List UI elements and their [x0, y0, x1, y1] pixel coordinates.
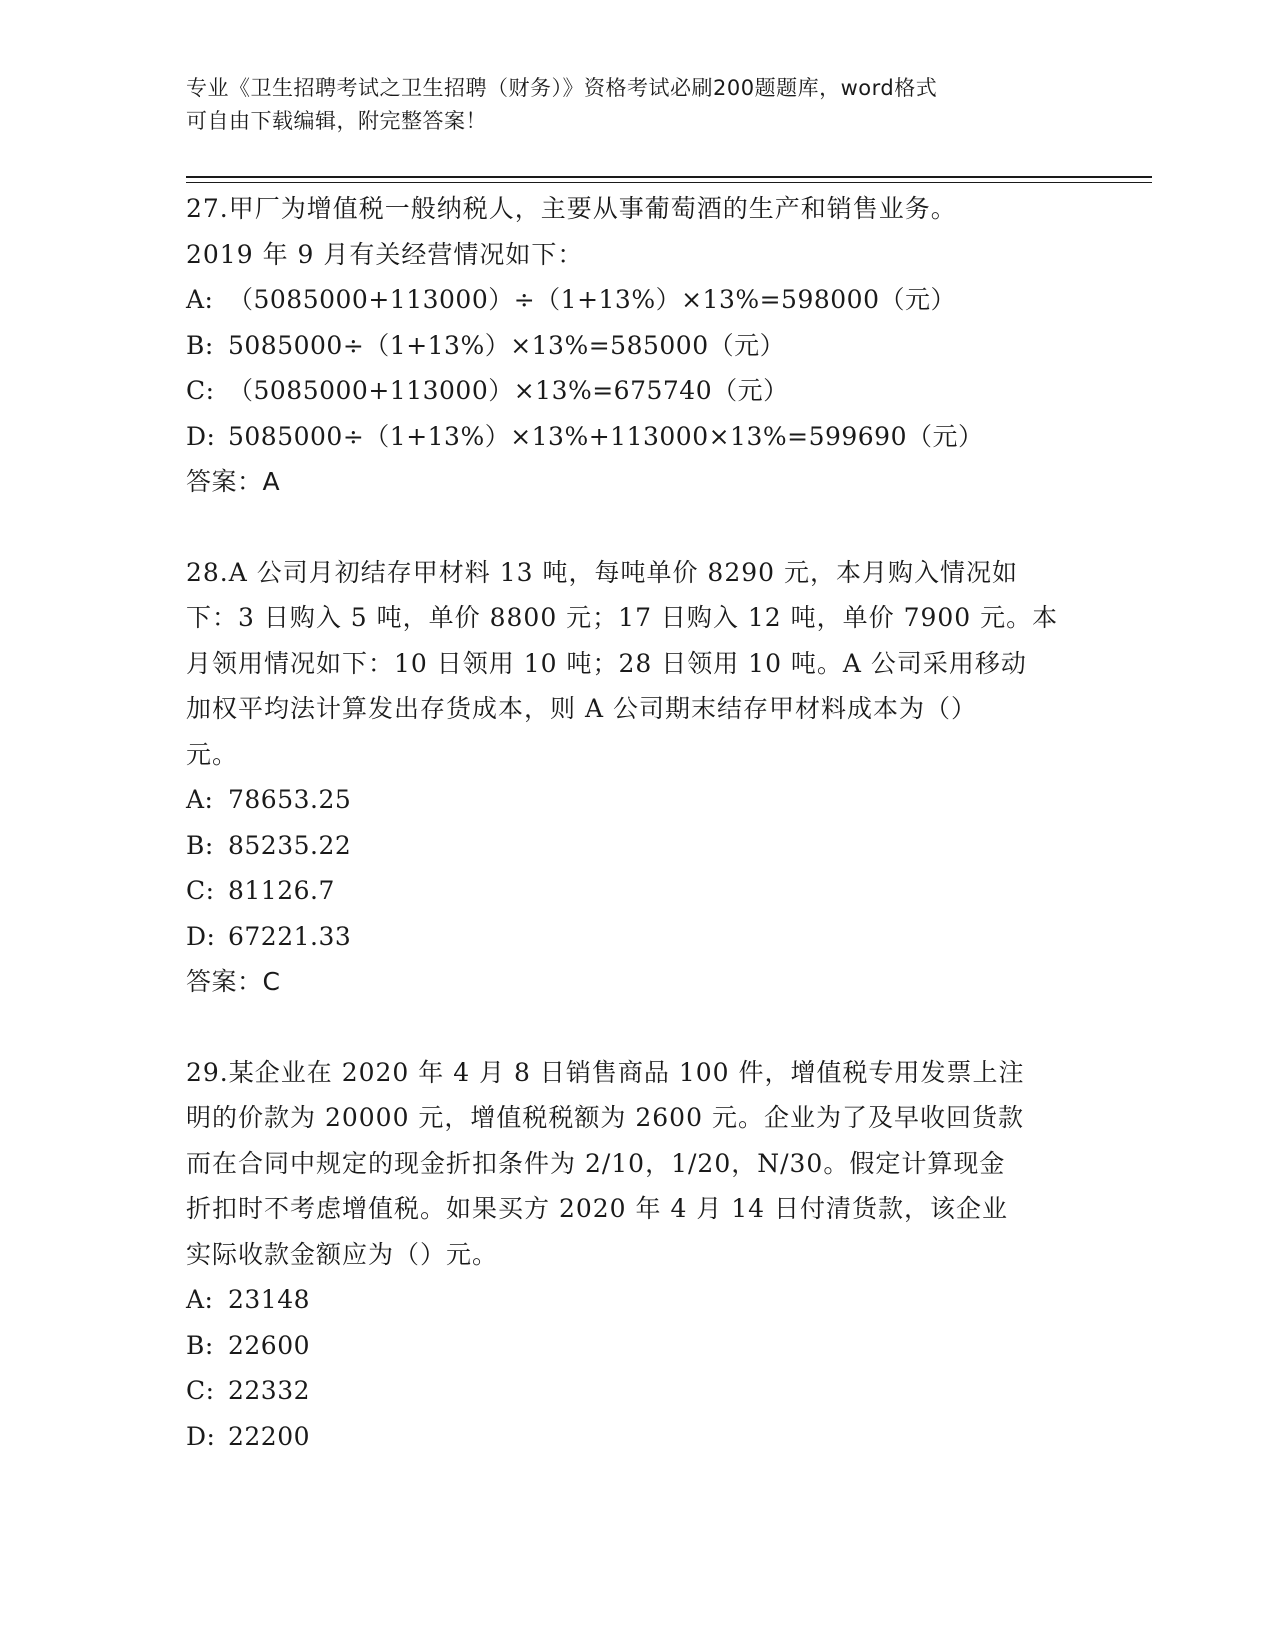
- document-header: [186, 72, 1066, 138]
- option-text: 5085000÷（1+13%）×13%+113000×13%=599690（元）: [228, 421, 984, 451]
- stem-line: 2019 年 9 月有关经营情况如下：: [186, 239, 584, 269]
- question-stem: [186, 1050, 1086, 1278]
- option-letter: D:: [186, 1421, 216, 1451]
- stem-line: 29.某企业在 2020 年 4 月 8 日销售商品 100 件，增值税专用发票上注: [186, 1057, 1025, 1087]
- question-27: [186, 186, 1086, 505]
- stem-line: 28.A 公司月初结存甲材料 13 吨，每吨单价 8290 元，本月购入情况如: [186, 557, 1018, 587]
- question-list: [186, 186, 1086, 1504]
- stem-line: 而在合同中规定的现金折扣条件为 2/10，1/20，N/30。假定计算现金: [186, 1148, 1006, 1178]
- question-stem: [186, 186, 1086, 277]
- stem-line: 27.甲厂为增值税一般纳税人，主要从事葡萄酒的生产和销售业务。: [186, 194, 957, 223]
- option-c: [186, 1368, 1086, 1414]
- header-divider-thin: [186, 182, 1152, 183]
- option-text: 81126.7: [228, 876, 335, 905]
- option-d: [186, 1414, 1086, 1460]
- option-text: 22200: [228, 1421, 311, 1451]
- option-a: [186, 277, 1086, 323]
- option-letter: D:: [186, 921, 216, 951]
- option-b: [186, 323, 1086, 369]
- option-letter: C:: [186, 876, 215, 905]
- option-text: （5085000+113000）×13%=675740（元）: [228, 376, 789, 405]
- stem-line: 明的价款为 20000 元，增值税税额为 2600 元。企业为了及早收回货款: [186, 1103, 1024, 1132]
- option-text: 5085000÷（1+13%）×13%=585000（元）: [228, 330, 786, 360]
- option-d: [186, 414, 1086, 460]
- question-stem: [186, 550, 1086, 778]
- option-letter: B:: [186, 330, 214, 360]
- header-line-2: 可自由下载编辑，附完整答案！: [186, 109, 487, 133]
- option-letter: A:: [186, 1285, 214, 1314]
- option-letter: D:: [186, 421, 216, 451]
- stem-line: 实际收款金额应为（）元。: [186, 1239, 499, 1269]
- header-line-1: 专业《卫生招聘考试之卫生招聘（财务）》资格考试必刷200题题库，word格式: [186, 76, 938, 100]
- stem-line: 折扣时不考虑增值税。如果买方 2020 年 4 月 14 日付清货款，该企业: [186, 1194, 1009, 1223]
- option-text: （5085000+113000）÷（1+13%）×13%=598000（元）: [228, 285, 956, 314]
- question-28: [186, 550, 1086, 1005]
- stem-line: 元。: [186, 739, 239, 769]
- option-text: 85235.22: [228, 830, 352, 860]
- option-letter: B:: [186, 830, 214, 860]
- option-a: [186, 1277, 1086, 1323]
- option-a: [186, 777, 1086, 823]
- answer: 答案：A: [186, 467, 281, 496]
- option-b: [186, 823, 1086, 869]
- stem-line: 加权平均法计算发出存货成本，则 A 公司期末结存甲材料成本为（）: [186, 694, 977, 723]
- option-letter: C:: [186, 1376, 215, 1405]
- option-text: 22332: [228, 1376, 311, 1405]
- stem-line: 下：3 日购入 5 吨，单价 8800 元；17 日购入 12 吨，单价 7900 元。本: [186, 603, 1059, 632]
- option-letter: A:: [186, 285, 214, 314]
- option-text: 78653.25: [228, 785, 352, 814]
- option-letter: B:: [186, 1330, 214, 1360]
- option-c: [186, 868, 1086, 914]
- option-b: [186, 1323, 1086, 1369]
- option-d: [186, 914, 1086, 960]
- option-text: 22600: [228, 1330, 311, 1360]
- option-letter: A:: [186, 785, 214, 814]
- option-c: [186, 368, 1086, 414]
- option-letter: C:: [186, 376, 215, 405]
- option-text: 23148: [228, 1285, 311, 1314]
- answer: 答案：C: [186, 967, 281, 996]
- option-text: 67221.33: [228, 921, 352, 951]
- header-divider-thick: [186, 176, 1152, 178]
- question-29: [186, 1050, 1086, 1460]
- stem-line: 月领用情况如下：10 日领用 10 吨；28 日领用 10 吨。A 公司采用移动: [186, 648, 1027, 678]
